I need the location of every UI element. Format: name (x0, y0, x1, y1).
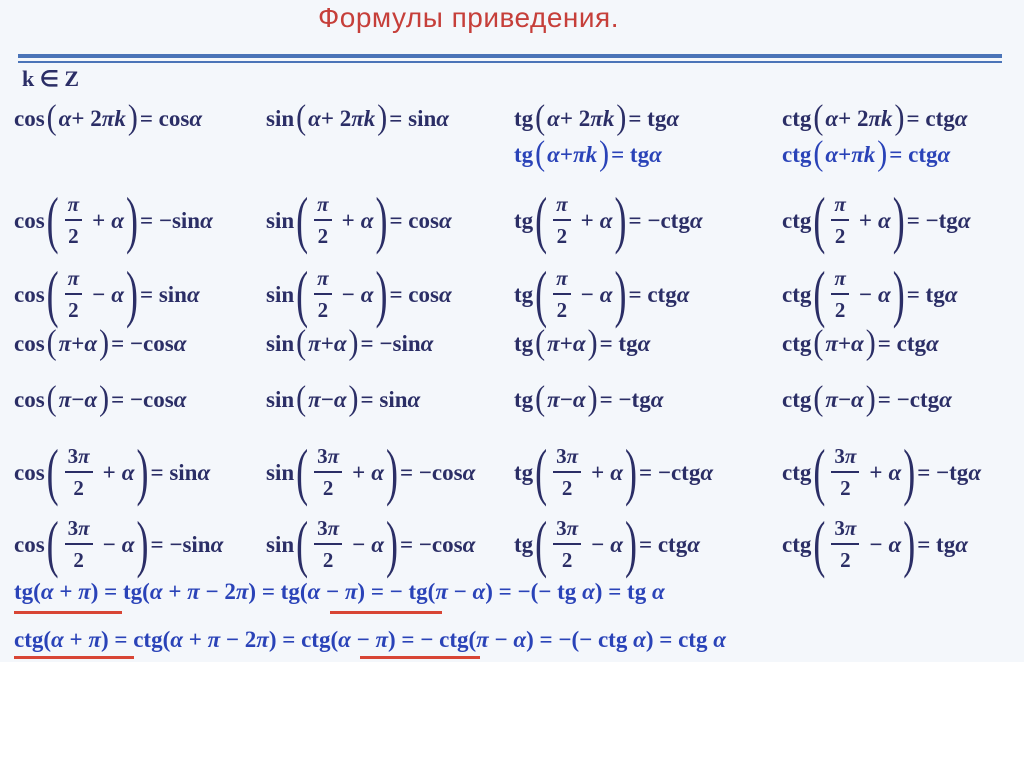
formula-r2-c3: tg ( α + π k ) = tg α (514, 134, 662, 173)
formula-r8-c4: ctg ( $\frac{3\pi}{2}$ − α ) = tg α (782, 509, 968, 579)
formula-r7-c2: sin ( $\frac{3\pi}{2}$ + α ) = −cos α (266, 437, 476, 507)
derivation-line-2: ctg(α + π) = ctg(α + π − 2π) = ctg(α − π) = − ctg(π − α) = −(− ctg α) = ctg α (14, 627, 726, 652)
formula-r6-c2: sin ( π − α ) = sin α (266, 379, 421, 418)
formula-r1-c1: cos ( α + 2 π k ) = cos α (14, 98, 203, 137)
formula-r8-c3: tg ( $\frac{3\pi}{2}$ − α ) = ctg α (514, 509, 700, 579)
formula-r4-c1: cos ( $\frac{\pi}{2}$ − α ) = sin α (14, 259, 200, 329)
formula-r3-c2: sin ( $\frac{\pi}{2}$ + α ) = cos α (266, 185, 452, 255)
formula-r5-c2: sin ( π + α ) = −sin α (266, 323, 434, 362)
formula-r7-c1: cos ( $\frac{3\pi}{2}$ + α ) = sin α (14, 437, 211, 507)
formula-r7-c4: ctg ( $\frac{3\pi}{2}$ + α ) = −tg α (782, 437, 982, 507)
formula-r2-c4: ctg ( α + π k ) = ctg α (782, 134, 951, 173)
highlight-underline-3 (14, 656, 134, 659)
formula-r6-c1: cos ( π − α ) = −cos α (14, 379, 187, 418)
formula-r3-c1: cos ( $\frac{\pi}{2}$ + α ) = −sin α (14, 185, 213, 255)
highlight-underline-4 (360, 656, 480, 659)
formula-r4-c2: sin ( $\frac{\pi}{2}$ − α ) = cos α (266, 259, 452, 329)
formula-r4-c3: tg ( $\frac{\pi}{2}$ − α ) = ctg α (514, 259, 690, 329)
formula-r7-c3: tg ( $\frac{3\pi}{2}$ + α ) = −ctg α (514, 437, 714, 507)
highlight-underline-1 (14, 611, 122, 614)
highlight-underline-2 (330, 611, 442, 614)
formula-r4-c4: ctg ( $\frac{\pi}{2}$ − α ) = tg α (782, 259, 958, 329)
derivation-line-1: tg(α + π) = tg(α + π − 2π) = tg(α − π) = − tg(π − α) = −(− tg α) = tg α (14, 579, 665, 604)
formula-r5-c3: tg ( π + α ) = tg α (514, 323, 651, 362)
formula-r6-c4: ctg ( π − α ) = −ctg α (782, 379, 952, 418)
formula-r5-c1: cos ( π + α ) = −cos α (14, 323, 187, 362)
formula-r8-c1: cos ( $\frac{3\pi}{2}$ − α ) = −sin α (14, 509, 224, 579)
title-rule-thin (18, 61, 1002, 63)
formula-r5-c4: ctg ( π + α ) = ctg α (782, 323, 939, 362)
condition-k-in-z: k ∈ Z (22, 66, 80, 91)
formula-r1-c4: ctg ( α + 2 π k ) = ctg α (782, 98, 968, 137)
formula-r1-c3: tg ( α + 2 π k ) = tg α (514, 98, 680, 137)
formula-r6-c3: tg ( π − α ) = −tg α (514, 379, 664, 418)
formula-r8-c2: sin ( $\frac{3\pi}{2}$ − α ) = −cos α (266, 509, 476, 579)
formula-r3-c3: tg ( $\frac{\pi}{2}$ + α ) = −ctg α (514, 185, 703, 255)
formula-r1-c2: sin ( α + 2 π k ) = sin α (266, 98, 450, 137)
slide-title: Формулы приведения. (318, 2, 619, 33)
title-rule-thick (18, 54, 1002, 58)
formula-r3-c4: ctg ( $\frac{\pi}{2}$ + α ) = −tg α (782, 185, 971, 255)
